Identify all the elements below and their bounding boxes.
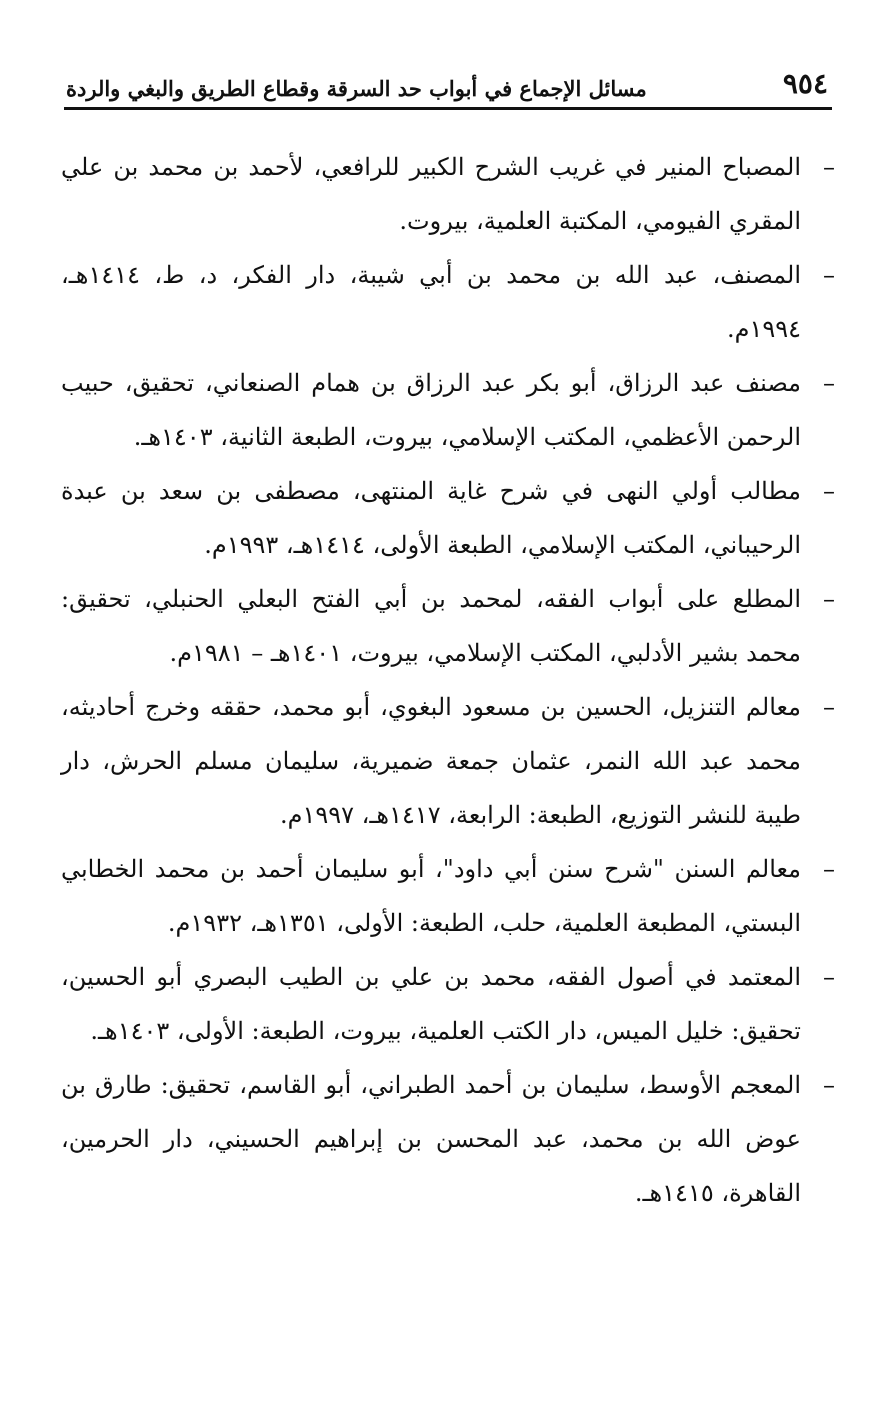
entry-dash: – — [823, 261, 835, 289]
entry-text: المعجم الأوسط، سليمان بن أحمد الطبراني، أبو القاسم، تحقيق: طارق بن عوض الله بن محمد، عبد المحسن بن إبراهيم الحسيني، دار الحرمين، القاهرة، ١٤١٥هـ. — [61, 1071, 801, 1207]
entry-dash: – — [823, 369, 835, 397]
page-number: ٩٥٤ — [782, 67, 828, 100]
entry-text: معالم السنن "شرح سنن أبي داود"، أبو سليمان أحمد بن محمد الخطابي البستي، المطبعة العلمية، حلب، الطبعة: الأولى، ١٣٥١هـ، ١٩٣٢م. — [61, 855, 801, 937]
bibliography-entry — [61, 842, 839, 950]
bibliography-entry — [61, 140, 839, 248]
entry-dash: – — [823, 477, 835, 505]
bibliography-entry — [61, 248, 839, 356]
bibliography-entry — [61, 356, 839, 464]
entry-dash: – — [823, 855, 835, 883]
entry-text: المعتمد في أصول الفقه، محمد بن علي بن الطيب البصري أبو الحسين، تحقيق: خليل الميس، دار الكتب العلمية، بيروت، الطبعة: الأولى، ١٤٠٣هـ. — [61, 963, 801, 1045]
entry-text: المصنف، عبد الله بن محمد بن أبي شيبة، دار الفكر، د، ط، ١٤١٤هـ، ١٩٩٤م. — [61, 261, 801, 343]
entry-dash: – — [823, 585, 835, 613]
entry-dash: – — [823, 153, 835, 181]
bibliography-entry — [61, 1058, 839, 1220]
running-head: مسائل الإجماع في أبواب حد السرقة وقطاع الطريق والبغي والردة — [66, 76, 647, 101]
bibliography-list — [61, 140, 839, 1220]
entry-dash: – — [823, 963, 835, 991]
entry-dash: – — [823, 693, 835, 721]
bibliography-entry — [61, 950, 839, 1058]
entry-dash: – — [823, 1071, 835, 1099]
entry-text: المطلع على أبواب الفقه، لمحمد بن أبي الفتح البعلي الحنبلي، تحقيق: محمد بشير الأدلبي، المكتب الإسلامي، بيروت، ١٤٠١هـ – ١٩٨١م. — [61, 585, 801, 667]
page-header — [64, 66, 832, 110]
entry-text: مطالب أولي النهى في شرح غاية المنتهى، مصطفى بن سعد بن عبدة الرحيباني، المكتب الإسلامي، الطبعة الأولى، ١٤١٤هـ، ١٩٩٣م. — [61, 477, 801, 559]
entry-text: مصنف عبد الرزاق، أبو بكر عبد الرزاق بن همام الصنعاني، تحقيق، حبيب الرحمن الأعظمي، المكتب الإسلامي، بيروت، الطبعة الثانية، ١٤٠٣هـ. — [61, 369, 801, 451]
bibliography-entry — [61, 572, 839, 680]
entry-text: معالم التنزيل، الحسين بن مسعود البغوي، أبو محمد، حققه وخرج أحاديثه، محمد عبد الله النمر، عثمان جمعة ضميرية، سليمان مسلم الحرش، دار طيبة للنشر التوزيع، الطبعة: الرابعة، ١٤١٧هـ، ١٩٩٧م. — [61, 693, 801, 829]
bibliography-entry — [61, 680, 839, 842]
entry-text: المصباح المنير في غريب الشرح الكبير للرافعي، لأحمد بن محمد بن علي المقري الفيومي، المكتبة العلمية، بيروت. — [61, 153, 801, 235]
bibliography-entry — [61, 464, 839, 572]
